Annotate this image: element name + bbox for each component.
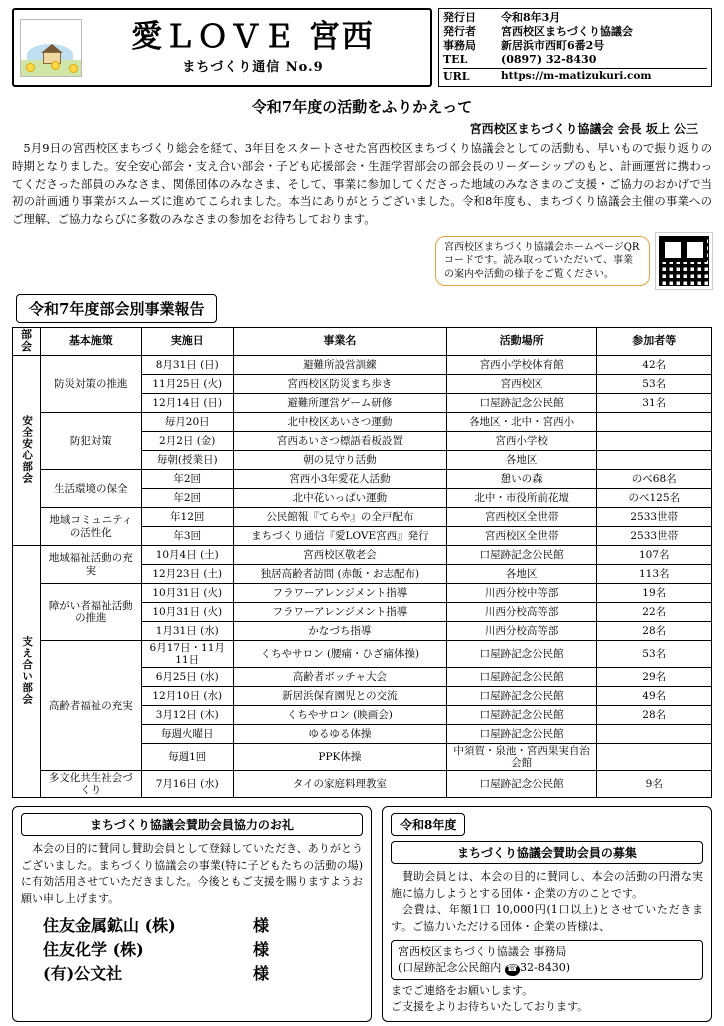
count-cell: 28名 <box>597 622 712 641</box>
title-box <box>12 8 432 87</box>
date-cell: 年2回 <box>141 489 233 508</box>
table-row <box>13 771 712 798</box>
date-cell: 12月14日 (日) <box>141 394 233 413</box>
event-cell: 宮西校区敬老会 <box>233 546 446 565</box>
event-cell: フラワーアレンジメント指導 <box>233 584 446 603</box>
divider <box>443 68 707 69</box>
sponsor-honorific: 様 <box>253 916 270 936</box>
count-cell: 22名 <box>597 603 712 622</box>
recruit-panel-body2: 会費は、年額1口 10,000円(1口以上)とさせていただきます。ご協力いただける団体・企業の皆様は、 <box>391 903 703 933</box>
table-row <box>13 641 712 668</box>
policy-cell: 高齢者福祉の充実 <box>41 641 141 771</box>
activity-report-table <box>12 327 712 799</box>
lead-body: 5月9日の宮西校区まちづくり総会を経て、3年目をスタートさせた宮西校区まちづくり協議会としての活動も、早いもので振り返りの時期となりました。安全安心部会・支え合い部会・子ども応援部会・生涯学習部会の部会長のリーダーシップのもと、計画運営に携わってくださった部員のみなさま、関係団体のみなさま、そして、事業に参加してくださった地域のみなさまのご支援・ご協力のおかげで当初の計画通り事業がスムーズに進めてこられました。本当にありがとうございました。令和8年度も、まちづくり協議会主催の事業へのご理解、ご協力ならびに多数のみなさまの参加をお待ちしております。 <box>12 141 712 227</box>
date-cell: 1月31日 (水) <box>141 622 233 641</box>
sponsor-row <box>21 914 363 938</box>
url-label: URL <box>443 70 470 84</box>
col-count: 参加者等 <box>597 327 712 355</box>
recruit-note-1: までご連絡をお願いします。 <box>391 984 534 998</box>
event-cell: 宮西小3年愛花人活動 <box>233 470 446 489</box>
recruit-contact-box <box>391 940 703 980</box>
date-cell: 年2回 <box>141 470 233 489</box>
count-cell: 42名 <box>597 356 712 375</box>
place-cell: 中須賀・泉池・宮西果実自治会館 <box>446 744 597 771</box>
count-cell: 107名 <box>597 546 712 565</box>
count-cell: のべ68名 <box>597 470 712 489</box>
date-cell: 毎朝(授業日) <box>141 451 233 470</box>
place-cell: 宮西校区全世帯 <box>446 527 597 546</box>
policy-cell: 地域福祉活動の充実 <box>41 546 141 584</box>
event-cell: 公民館報『てらや』の全戸配布 <box>233 508 446 527</box>
count-cell: のべ125名 <box>597 489 712 508</box>
event-cell: 新居浜保育園児との交流 <box>233 687 446 706</box>
table-row <box>13 356 712 375</box>
event-cell: 高齢者ボッチャ大会 <box>233 668 446 687</box>
place-cell: 各地区・北中・宮西小 <box>446 413 597 432</box>
recruit-panel-title-line2: まちづくり協議会賛助会員の募集 <box>391 841 703 864</box>
event-cell: PPK体操 <box>233 744 446 771</box>
event-cell: 避難所運営ゲーム研修 <box>233 394 446 413</box>
thanks-panel-body: 本会の目的に賛同し賛助会員として登録していただき、ありがとうございました。まちづくり協議会の事業(特に子どもたちの活動の場)に有効活用させていただきました。今後ともご支援を賜りますようお願い申し上げます。 <box>21 842 363 905</box>
event-cell: 宮西校区防災まち歩き <box>233 375 446 394</box>
table-header-row <box>13 327 712 355</box>
thanks-panel <box>12 806 372 1022</box>
publish-date-label: 発行日 <box>443 11 476 24</box>
newsletter-title: 愛ＬＯＶＥ 宮西 <box>131 19 375 56</box>
date-cell: 3月12日 (木) <box>141 706 233 725</box>
event-cell: 朝の見守り活動 <box>233 451 446 470</box>
place-cell: 口屋跡記念公民館 <box>446 546 597 565</box>
bottom-panels <box>12 806 712 1022</box>
contact-venue: (口屋跡記念公民館内 <box>398 961 502 975</box>
place-cell: 川西分校高等部 <box>446 622 597 641</box>
publisher-label: 発行者 <box>443 25 476 39</box>
publisher-value: 宮西校区まちづくり協議会 <box>501 25 633 39</box>
col-bukai: 部会 <box>13 327 41 355</box>
col-date: 実施日 <box>141 327 233 355</box>
date-cell: 年3回 <box>141 527 233 546</box>
table-row <box>13 546 712 565</box>
event-cell: くちやサロン (腰痛・ひざ痛体操) <box>233 641 446 668</box>
newsletter-subtitle: まちづくり通信 No.9 <box>182 60 324 76</box>
col-place: 活動場所 <box>446 327 597 355</box>
sponsor-honorific: 様 <box>253 964 270 984</box>
count-cell <box>597 725 712 744</box>
count-cell <box>597 432 712 451</box>
table-row <box>13 584 712 603</box>
date-cell: 12月23日 (土) <box>141 565 233 584</box>
count-cell: 113名 <box>597 565 712 584</box>
date-cell: 年12回 <box>141 508 233 527</box>
sponsor-name: 住友金属鉱山 (株) <box>43 916 176 936</box>
telephone-icon: ☎ <box>506 964 519 975</box>
place-cell: 口屋跡記念公民館 <box>446 771 597 798</box>
tel-label: TEL <box>443 53 468 67</box>
count-cell: 9名 <box>597 771 712 798</box>
place-cell: 各地区 <box>446 565 597 584</box>
count-cell: 19名 <box>597 584 712 603</box>
sponsor-row <box>21 938 363 962</box>
count-cell: 53名 <box>597 641 712 668</box>
date-cell: 7月16日 (水) <box>141 771 233 798</box>
place-cell: 口屋跡記念公民館 <box>446 706 597 725</box>
place-cell: 川西分校中等部 <box>446 584 597 603</box>
count-cell: 49名 <box>597 687 712 706</box>
event-cell: くちやサロン (映画会) <box>233 706 446 725</box>
place-cell: 口屋跡記念公民館 <box>446 394 597 413</box>
lead-title: 令和7年度の活動をふりかえって <box>251 98 473 117</box>
place-cell: 川西分校高等部 <box>446 603 597 622</box>
policy-cell: 障がい者福祉活動の推進 <box>41 584 141 641</box>
date-cell: 毎月20日 <box>141 413 233 432</box>
count-cell: 2533世帯 <box>597 508 712 527</box>
table-row <box>13 470 712 489</box>
event-cell: フラワーアレンジメント指導 <box>233 603 446 622</box>
qr-callout-text: 宮西校区まちづくり協議会ホームページQRコードです。読み取っていただいて、事業の案内や活動の様子をご覧ください。 <box>435 236 650 287</box>
policy-cell: 生活環境の保全 <box>41 470 141 508</box>
place-cell: 北中・市役所前花壇 <box>446 489 597 508</box>
event-cell: 避難所設営訓練 <box>233 356 446 375</box>
place-cell: 口屋跡記念公民館 <box>446 687 597 706</box>
place-cell: 宮西小学校 <box>446 432 597 451</box>
date-cell: 毎週1回 <box>141 744 233 771</box>
place-cell: 憩いの森 <box>446 470 597 489</box>
policy-cell: 地域コミュニティの活性化 <box>41 508 141 546</box>
count-cell: 2533世帯 <box>597 527 712 546</box>
place-cell: 宮西小学校体育館 <box>446 356 597 375</box>
tel-value: (0897) 32-8430 <box>501 53 597 67</box>
col-event: 事業名 <box>233 327 446 355</box>
office-value: 新居浜市西町6番2号 <box>501 39 605 53</box>
date-cell: 10月31日 (火) <box>141 603 233 622</box>
date-cell: 10月31日 (火) <box>141 584 233 603</box>
count-cell <box>597 744 712 771</box>
event-cell: かなづち指導 <box>233 622 446 641</box>
sponsor-name: (有)公文社 <box>43 964 123 984</box>
count-cell: 28名 <box>597 706 712 725</box>
date-cell: 11月25日 (火) <box>141 375 233 394</box>
qr-code[interactable] <box>656 233 712 289</box>
count-cell <box>597 451 712 470</box>
place-cell: 口屋跡記念公民館 <box>446 725 597 744</box>
publication-info <box>438 8 712 87</box>
count-cell: 29名 <box>597 668 712 687</box>
event-cell: 独居高齢者訪問 (赤飯・お志配布) <box>233 565 446 584</box>
date-cell: 6月17日・11月11日 <box>141 641 233 668</box>
date-cell: 12月10日 (水) <box>141 687 233 706</box>
recruit-panel-title-line1: 令和8年度 <box>391 813 465 836</box>
bukai-cell: 支え合い部会 <box>13 546 41 798</box>
sponsor-honorific: 様 <box>253 940 270 960</box>
url-value[interactable]: https://m-matizukuri.com <box>501 70 652 83</box>
place-cell: 口屋跡記念公民館 <box>446 668 597 687</box>
masthead <box>12 8 712 87</box>
bukai-cell: 安全安心部会 <box>13 356 41 546</box>
policy-cell: 防犯対策 <box>41 413 141 470</box>
contact-org: 宮西校区まちづくり協議会 事務局 <box>398 945 567 959</box>
sponsor-row <box>21 962 363 986</box>
lead-byline: 宮西校区まちづくり協議会 会長 坂上 公三 <box>469 122 698 137</box>
publish-date-value: 令和8年3月 <box>501 11 561 24</box>
sponsor-name: 住友化学 (株) <box>43 940 144 960</box>
place-cell: 各地区 <box>446 451 597 470</box>
date-cell: 6月25日 (水) <box>141 668 233 687</box>
event-cell: タイの家庭料理教室 <box>233 771 446 798</box>
date-cell: 毎週火曜日 <box>141 725 233 744</box>
flowers-house-icon <box>20 19 82 77</box>
date-cell: 10月4日 (土) <box>141 546 233 565</box>
recruit-note-2: ご支援をよりお待ちいたしております。 <box>391 1000 589 1014</box>
count-cell: 53名 <box>597 375 712 394</box>
office-label: 事務局 <box>443 39 476 53</box>
event-cell: まちづくり通信『愛LOVE宮西』発行 <box>233 527 446 546</box>
table-row <box>13 508 712 527</box>
event-cell: 北中校区あいさつ運動 <box>233 413 446 432</box>
place-cell: 宮西校区全世帯 <box>446 508 597 527</box>
count-cell: 31名 <box>597 394 712 413</box>
place-cell: 口屋跡記念公民館 <box>446 641 597 668</box>
count-cell <box>597 413 712 432</box>
sponsor-list <box>21 914 363 986</box>
policy-cell: 防災対策の推進 <box>41 356 141 413</box>
date-cell: 2月2日 (金) <box>141 432 233 451</box>
recruit-panel-body1: 賛助会員とは、本会の目的に賛同し、本会の活動の円滑な実施に協力しようとする団体・企業の方のことです。 <box>391 870 703 900</box>
recruit-panel <box>382 806 712 1022</box>
col-policy: 基本施策 <box>41 327 141 355</box>
event-cell: 宮西あいさつ標語看板設置 <box>233 432 446 451</box>
contact-tel[interactable]: 32-8430) <box>520 961 571 975</box>
table-row <box>13 413 712 432</box>
date-cell: 8月31日 (日) <box>141 356 233 375</box>
place-cell: 宮西校区 <box>446 375 597 394</box>
policy-cell: 多文化共生社会づくり <box>41 771 141 798</box>
event-cell: 北中花いっぱい運動 <box>233 489 446 508</box>
thanks-panel-title: まちづくり協議会賛助会員協力のお礼 <box>21 813 363 836</box>
event-cell: ゆるゆる体操 <box>233 725 446 744</box>
qr-strip <box>12 233 712 289</box>
report-section-heading: 令和7年度部会別事業報告 <box>16 294 217 323</box>
